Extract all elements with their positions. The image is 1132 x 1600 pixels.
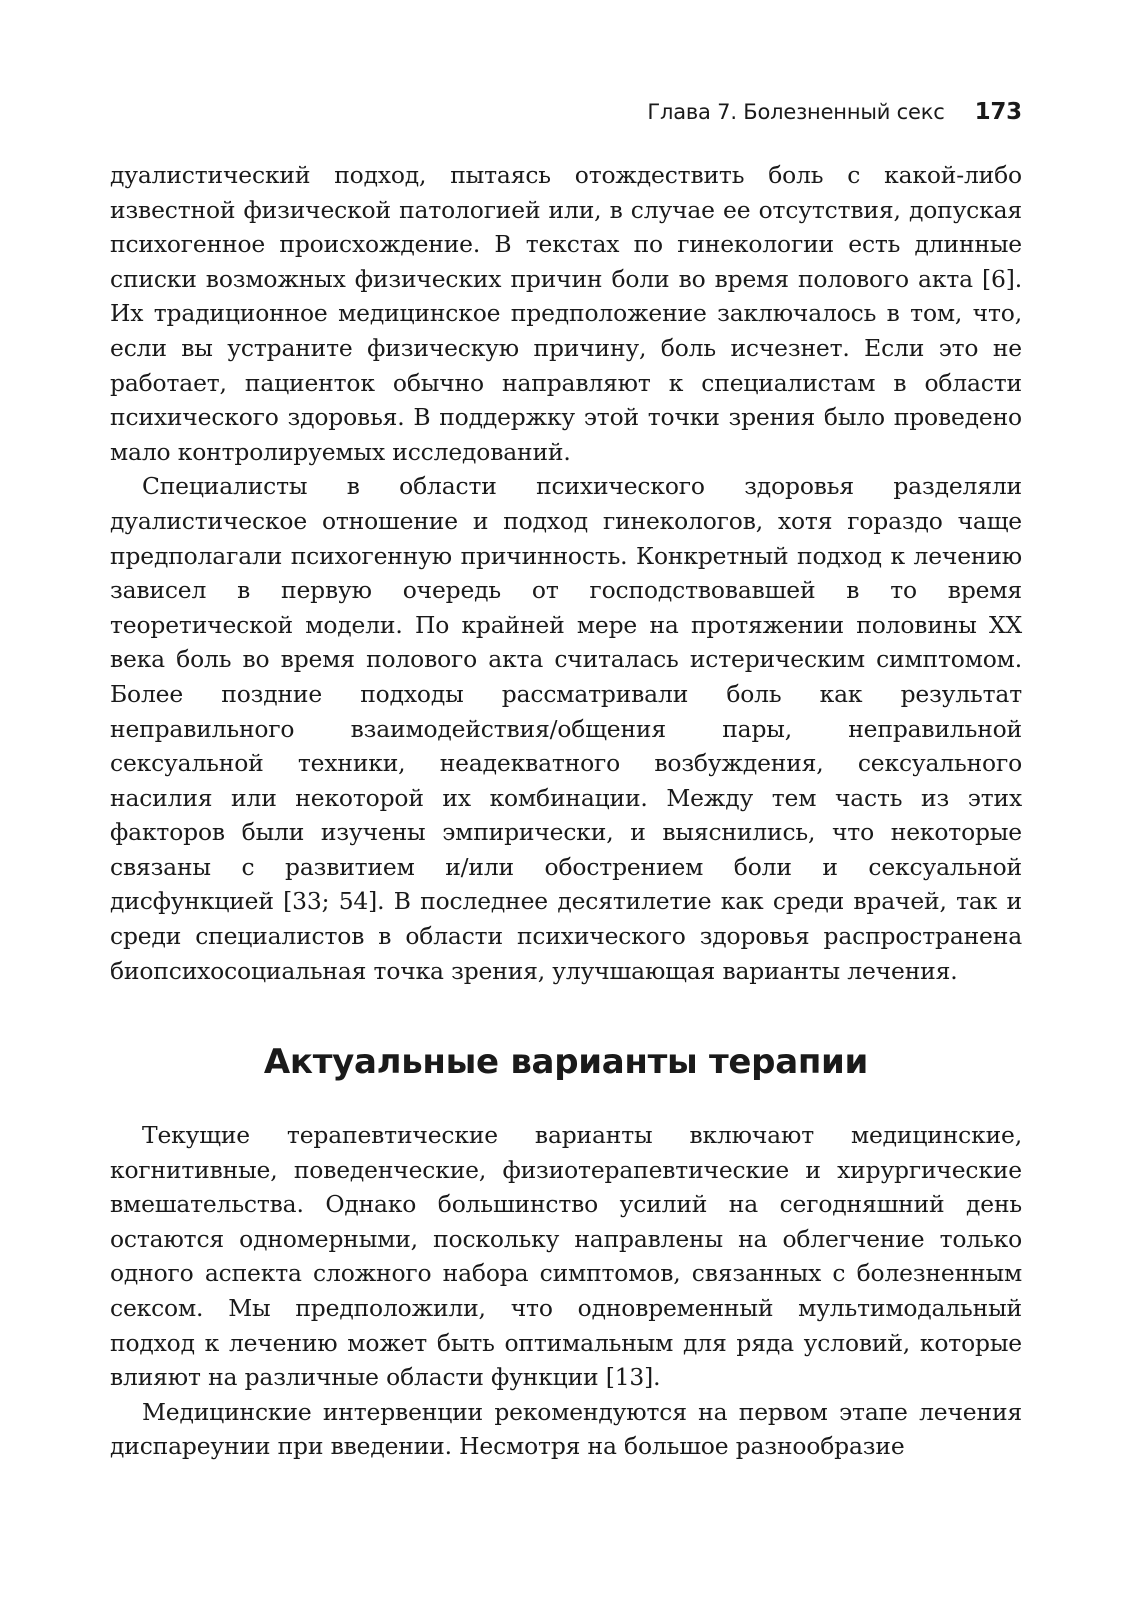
book-page [110,0,1022,1600]
section-heading: Актуальные варианты терапии [263,1042,869,1082]
paragraph: дуалистический подход, пытаясь отождествить боль с какой-либо известной физической патологией или, в случае ее отсутствия, допуская психогенное происхождение. В текстах по гинекологии есть длинные списки возможных физических причин боли во время полового акта [6]. Их традиционное медицинское предположение заключалось в том, что, если вы устраните физическую причину, боль исчезнет. Если это не работает, пациенток обычно направляют к специалистам в области психического здоровья. В поддержку этой точки зрения было проведено мало контролируемых исследований. [110,161,1022,466]
page-number: 173 [974,99,1022,125]
paragraph: Специалисты в области психического здоровья разделяли дуалистическое отношение и подход гинекологов, хотя гораздо чаще предполагали психогенную причинность. Конкретный подход к лечению зависел в первую очередь от господствовавшей в то время теоретической модели. По крайней мере на протяжении половины XX века боль во время полового акта считалась истерическим симптомом. Более поздние подходы рассматривали боль как результат неправильного взаимодействия/общения пары, неправильной сексуальной техники, неадекватного возбуждения, сексуального насилия или некоторой их комбинации. Между тем часть из этих факторов были изучены эмпирически, и выяснились, что некоторые связаны с развитием и/или обострением боли и сексуальной дисфункцией [33; 54]. В последнее десятилетие как среди врачей, так и среди специалистов в области психического здоровья распространена биопсихосоциальная точка зрения, улучшающая варианты лечения. [110,472,1022,985]
paragraph: Текущие терапевтические варианты включают медицинские, когнитивные, поведенческие, физиотерапевтические и хирургические вмешательства. Однако большинство усилий на сегодняшний день остаются одномерными, поскольку направлены на облегчение только одного аспекта сложного набора симптомов, связанных с болезненным сексом. Мы предположили, что одновременный мультимодальный подход к лечению может быть оптимальным для ряда условий, которые влияют на различные области функции [13]. [110,1121,1022,1392]
running-header [647,99,1022,125]
text-block-bottom [110,1118,1022,1464]
paragraph: Медицинские интервенции рекомендуются на первом этапе лечения диспареунии при введении. Несмотря на большое разнообразие [110,1397,1022,1461]
chapter-title: Глава 7. Болезненный секс [647,100,945,124]
text-block-top [110,158,1022,988]
